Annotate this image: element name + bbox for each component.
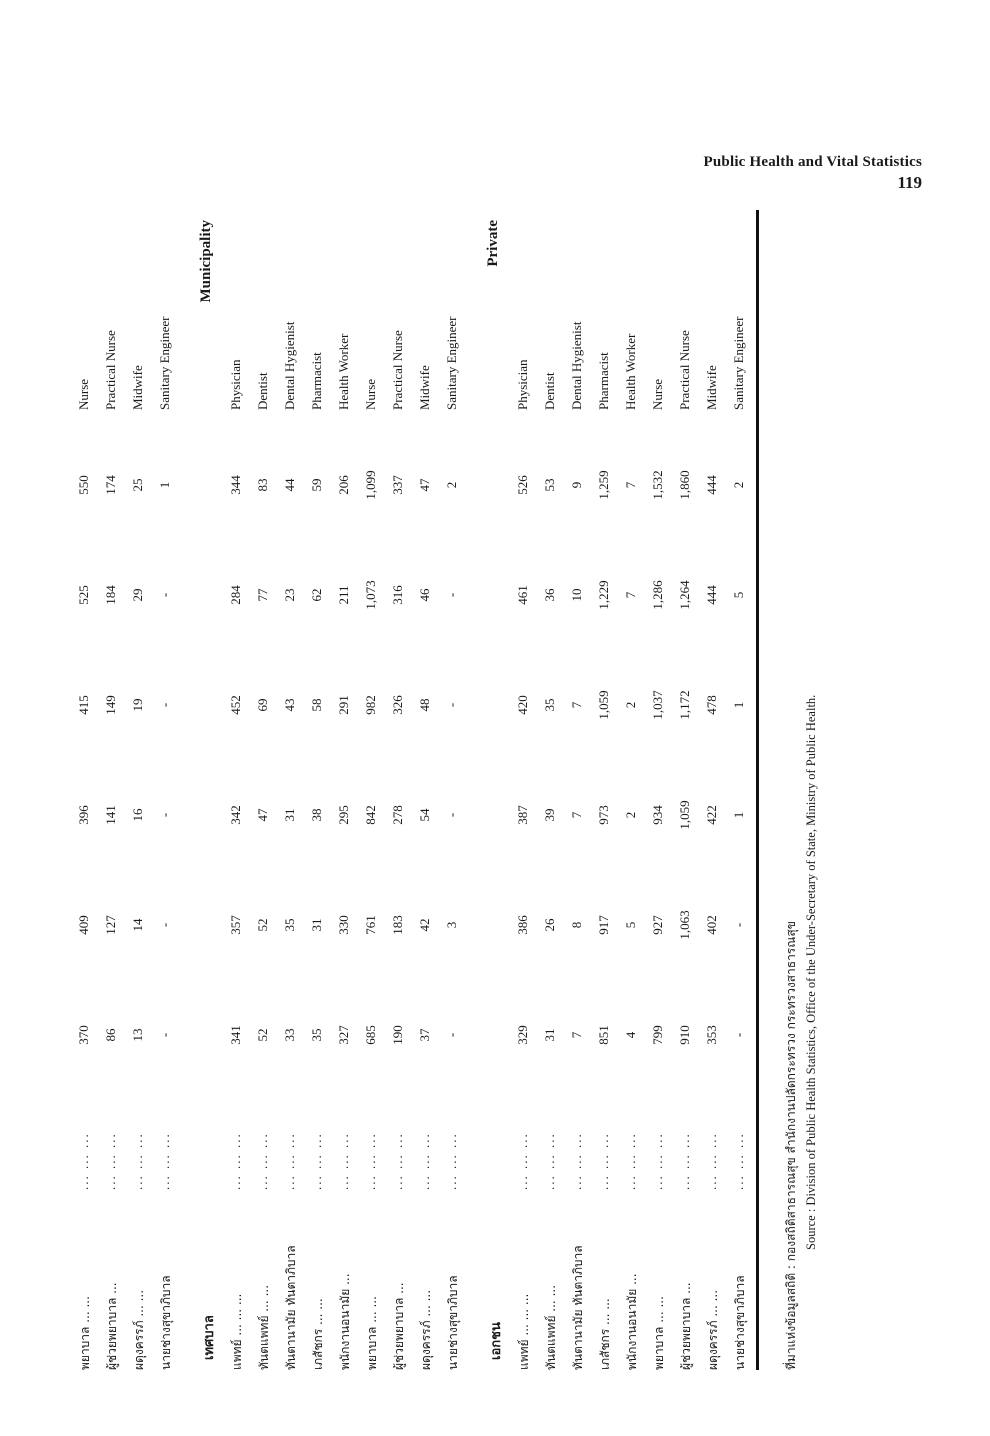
row-label-english: Nurse xyxy=(76,378,91,410)
table-cell: 19 xyxy=(130,698,145,712)
leader-dots: ... ... ... xyxy=(228,1132,243,1190)
leader-dots: ... ... ... xyxy=(76,1132,91,1190)
leader-dots: ... ... ... xyxy=(596,1132,611,1190)
row-label-english: Health Worker xyxy=(336,333,351,410)
table-row xyxy=(569,210,591,1370)
table-cell: 337 xyxy=(390,475,405,495)
table-cell: 344 xyxy=(228,475,243,495)
table-cell: 1,172 xyxy=(677,690,692,720)
leader-dots: ... ... ... xyxy=(103,1132,118,1190)
table-row xyxy=(228,210,250,1370)
leader-dots: ... ... ... xyxy=(130,1132,145,1190)
table-cell: 26 xyxy=(542,918,557,932)
table-cell: 184 xyxy=(103,585,118,605)
table-cell: 33 xyxy=(282,1028,297,1042)
table-cell: 42 xyxy=(417,918,432,932)
table-cell: 183 xyxy=(390,915,405,935)
row-label-english: Sanitary Engineer xyxy=(157,316,172,410)
leader-dots: ... ... ... xyxy=(309,1132,324,1190)
section-heading-english: Private xyxy=(485,220,501,267)
table-cell: 52 xyxy=(255,918,270,932)
table-cell: 329 xyxy=(515,1025,530,1045)
table-cell: 973 xyxy=(596,805,611,825)
row-label-thai: ผดุงครรภ์ ... ... xyxy=(706,1289,720,1370)
table-cell: - xyxy=(157,1032,172,1038)
row-label-thai: ทันตานามัย ทันตาภิบาล xyxy=(284,1245,298,1370)
leader-dots: ... ... ... xyxy=(677,1132,692,1190)
table-cell: 59 xyxy=(309,478,324,492)
row-label-thai: พยาบาล ... ... xyxy=(365,1296,379,1370)
section-heading-english: Municipality xyxy=(198,220,214,303)
leader-dots: ... ... ... xyxy=(255,1132,270,1190)
table-cell: 36 xyxy=(542,588,557,602)
section-heading-thai: เอกชน xyxy=(489,1322,504,1360)
row-label-thai: เภสัชกร ... ... xyxy=(598,1298,612,1370)
row-label-english: Pharmacist xyxy=(596,352,611,410)
table-row xyxy=(677,210,699,1370)
table-row xyxy=(704,210,726,1370)
row-label-thai: ผดุงครรภ์ ... ... xyxy=(132,1289,146,1370)
table-cell: 927 xyxy=(650,915,665,935)
table-row xyxy=(650,210,672,1370)
table-cell: - xyxy=(157,702,172,708)
table-cell: 326 xyxy=(390,695,405,715)
table-row xyxy=(309,210,331,1370)
table-cell: 526 xyxy=(515,475,530,495)
row-label-english: Sanitary Engineer xyxy=(731,316,746,410)
table-row xyxy=(542,210,564,1370)
table-cell: 31 xyxy=(282,808,297,822)
table-cell: 46 xyxy=(417,588,432,602)
table-cell: 1,860 xyxy=(677,470,692,500)
table-cell: 342 xyxy=(228,805,243,825)
table-cell: 206 xyxy=(336,475,351,495)
table-row xyxy=(157,210,179,1370)
leader-dots: ... ... ... xyxy=(157,1132,172,1190)
row-label-english: Midwife xyxy=(130,365,145,410)
table-cell: 284 xyxy=(228,585,243,605)
row-label-thai: นายช่างสุขาภิบาล xyxy=(733,1275,747,1370)
table-cell: 83 xyxy=(255,478,270,492)
table-row xyxy=(390,210,412,1370)
table-cell: 58 xyxy=(309,698,324,712)
row-label-thai: ทันตแพทย์ ... ... xyxy=(544,1284,558,1370)
table-row xyxy=(417,210,439,1370)
rotated-table xyxy=(70,210,818,1370)
table-cell: 278 xyxy=(390,805,405,825)
table-cell: 409 xyxy=(76,915,91,935)
table-cell: 550 xyxy=(76,475,91,495)
table-row xyxy=(336,210,358,1370)
table-row xyxy=(731,210,753,1370)
table-cell: 396 xyxy=(76,805,91,825)
table-cell: 211 xyxy=(336,585,351,605)
table-cell: 910 xyxy=(677,1025,692,1045)
table-cell: 415 xyxy=(76,695,91,715)
leader-dots: ... ... ... xyxy=(515,1132,530,1190)
table-cell: 444 xyxy=(704,585,719,605)
row-label-thai: พยาบาล ... ... xyxy=(652,1296,666,1370)
table-cell: 149 xyxy=(103,695,118,715)
table-cell: 327 xyxy=(336,1025,351,1045)
table-cell: 52 xyxy=(255,1028,270,1042)
table-cell: 1,229 xyxy=(596,580,611,610)
table-cell: 917 xyxy=(596,915,611,935)
table-cell: 7 xyxy=(569,701,584,709)
section-heading xyxy=(485,210,505,1370)
table-cell: 330 xyxy=(336,915,351,935)
table-cell: 1,059 xyxy=(596,690,611,720)
leader-dots: ... ... ... xyxy=(282,1132,297,1190)
leader-dots: ... ... ... xyxy=(390,1132,405,1190)
leader-dots: ... ... ... xyxy=(336,1132,351,1190)
leader-dots: ... ... ... xyxy=(417,1132,432,1190)
table-cell: 3 xyxy=(444,921,459,929)
table-cell: 4 xyxy=(623,1031,638,1039)
table-cell: 35 xyxy=(309,1028,324,1042)
running-title: Public Health and Vital Statistics xyxy=(703,154,922,170)
table-cell: 8 xyxy=(569,921,584,929)
row-label-thai: แพทย์ ... ... ... xyxy=(517,1293,531,1370)
table-cell: - xyxy=(731,922,746,928)
table-cell: - xyxy=(444,702,459,708)
table-cell: 1,286 xyxy=(650,580,665,610)
table-row xyxy=(76,210,98,1370)
table-cell: 16 xyxy=(130,808,145,822)
table-row xyxy=(282,210,304,1370)
row-label-thai: นายช่างสุขาภิบาล xyxy=(159,1275,173,1370)
table-cell: 761 xyxy=(363,915,378,935)
table-row xyxy=(444,210,466,1370)
table-cell: 1,073 xyxy=(363,580,378,610)
table-bottom-rule xyxy=(756,210,759,1370)
table-cell: 48 xyxy=(417,698,432,712)
table-cell: 842 xyxy=(363,805,378,825)
table-row xyxy=(515,210,537,1370)
leader-dots: ... ... ... xyxy=(542,1132,557,1190)
table-cell: 31 xyxy=(542,1028,557,1042)
table-cell: - xyxy=(157,922,172,928)
table-cell: - xyxy=(157,812,172,818)
table-cell: 357 xyxy=(228,915,243,935)
table-cell: 38 xyxy=(309,808,324,822)
table-row xyxy=(255,210,277,1370)
row-label-english: Practical Nurse xyxy=(677,330,692,410)
table-cell: - xyxy=(731,1032,746,1038)
table-cell: 1,059 xyxy=(677,800,692,830)
table-cell: - xyxy=(444,592,459,598)
table-cell: 685 xyxy=(363,1025,378,1045)
table-cell: 10 xyxy=(569,588,584,602)
row-label-english: Dentist xyxy=(255,372,270,410)
table-cell: 9 xyxy=(569,481,584,489)
table-cell: 291 xyxy=(336,695,351,715)
row-label-english: Dental Hygienist xyxy=(282,321,297,410)
source-note-english: Source : Division of Public Health Statistics, Office of the Under-Secretary of State, Ministry of Public Health. xyxy=(804,694,818,1250)
table-cell: 43 xyxy=(282,698,297,712)
page-number: 119 xyxy=(897,173,922,192)
table-cell: 54 xyxy=(417,808,432,822)
table-row xyxy=(130,210,152,1370)
row-label-english: Nurse xyxy=(363,378,378,410)
table-cell: 77 xyxy=(255,588,270,602)
table-cell: 370 xyxy=(76,1025,91,1045)
table-cell: 35 xyxy=(542,698,557,712)
table-cell: 31 xyxy=(309,918,324,932)
table-cell: 35 xyxy=(282,918,297,932)
table-cell: 851 xyxy=(596,1025,611,1045)
source-note-thai: ที่มาแห่งข้อมูลสถิติ : กองสถิติสาธารณสุข สำนักงานปลัดกระทรวง กระทรวงสาธารณสุข xyxy=(784,921,798,1370)
row-label-english: Dentist xyxy=(542,372,557,410)
row-label-english: Nurse xyxy=(650,378,665,410)
row-label-thai: พนักงานอนามัย ... xyxy=(625,1273,639,1370)
row-label-thai: พนักงานอนามัย ... xyxy=(338,1273,352,1370)
row-label-thai: ผู้ช่วยพยาบาล ... xyxy=(105,1282,119,1370)
table-cell: 69 xyxy=(255,698,270,712)
table-cell: - xyxy=(444,1032,459,1038)
table-cell: 7 xyxy=(623,591,638,599)
section-heading xyxy=(198,210,218,1370)
row-label-thai: แพทย์ ... ... ... xyxy=(230,1293,244,1370)
table-cell: 2 xyxy=(623,701,638,709)
table-cell: 1,259 xyxy=(596,470,611,500)
table-row xyxy=(363,210,385,1370)
table-cell: 86 xyxy=(103,1028,118,1042)
table-cell: 402 xyxy=(704,915,719,935)
leader-dots: ... ... ... xyxy=(569,1132,584,1190)
table-cell: 452 xyxy=(228,695,243,715)
table-cell: 799 xyxy=(650,1025,665,1045)
table-cell: 1 xyxy=(731,701,746,709)
row-label-english: Health Worker xyxy=(623,333,638,410)
table-cell: 47 xyxy=(417,478,432,492)
row-label-english: Pharmacist xyxy=(309,352,324,410)
table-cell: 386 xyxy=(515,915,530,935)
table-cell: 53 xyxy=(542,478,557,492)
table-cell: 2 xyxy=(623,811,638,819)
table-cell: 316 xyxy=(390,585,405,605)
table-cell: 420 xyxy=(515,695,530,715)
table-cell: 7 xyxy=(623,481,638,489)
table-cell: 525 xyxy=(76,585,91,605)
table-cell: 7 xyxy=(569,811,584,819)
table-cell: 5 xyxy=(731,591,746,599)
table-row xyxy=(596,210,618,1370)
leader-dots: ... ... ... xyxy=(623,1132,638,1190)
leader-dots: ... ... ... xyxy=(704,1132,719,1190)
row-label-english: Midwife xyxy=(704,365,719,410)
row-label-english: Physician xyxy=(515,359,530,410)
leader-dots: ... ... ... xyxy=(731,1132,746,1190)
row-label-english: Physician xyxy=(228,359,243,410)
table-cell: 1,037 xyxy=(650,690,665,720)
table-cell: 37 xyxy=(417,1028,432,1042)
table-cell: 141 xyxy=(103,805,118,825)
table-cell: 1 xyxy=(731,811,746,819)
table-cell: 13 xyxy=(130,1028,145,1042)
table-cell: 47 xyxy=(255,808,270,822)
table-cell: 127 xyxy=(103,915,118,935)
row-label-english: Practical Nurse xyxy=(103,330,118,410)
table-row xyxy=(623,210,645,1370)
table-cell: 1,264 xyxy=(677,580,692,610)
table-cell: 422 xyxy=(704,805,719,825)
table-cell: - xyxy=(157,592,172,598)
table-cell: 7 xyxy=(569,1031,584,1039)
table-cell: 934 xyxy=(650,805,665,825)
table-row xyxy=(103,210,125,1370)
section-heading-thai: เทศบาล xyxy=(202,1315,217,1360)
row-label-thai: นายช่างสุขาภิบาล xyxy=(446,1275,460,1370)
table-cell: 478 xyxy=(704,695,719,715)
table-cell: - xyxy=(444,812,459,818)
table-cell: 14 xyxy=(130,918,145,932)
table-cell: 2 xyxy=(731,481,746,489)
row-label-english: Practical Nurse xyxy=(390,330,405,410)
table-cell: 387 xyxy=(515,805,530,825)
table-cell: 62 xyxy=(309,588,324,602)
table-cell: 982 xyxy=(363,695,378,715)
row-label-thai: ผู้ช่วยพยาบาล ... xyxy=(679,1282,693,1370)
leader-dots: ... ... ... xyxy=(363,1132,378,1190)
table-cell: 29 xyxy=(130,588,145,602)
row-label-english: Dental Hygienist xyxy=(569,321,584,410)
table-cell: 5 xyxy=(623,921,638,929)
table-cell: 444 xyxy=(704,475,719,495)
table-cell: 353 xyxy=(704,1025,719,1045)
table-cell: 1,532 xyxy=(650,470,665,500)
table-cell: 44 xyxy=(282,478,297,492)
table-cell: 174 xyxy=(103,475,118,495)
table-cell: 341 xyxy=(228,1025,243,1045)
table-cell: 295 xyxy=(336,805,351,825)
table-cell: 2 xyxy=(444,481,459,489)
table-cell: 23 xyxy=(282,588,297,602)
leader-dots: ... ... ... xyxy=(444,1132,459,1190)
table-cell: 39 xyxy=(542,808,557,822)
row-label-thai: ทันตานามัย ทันตาภิบาล xyxy=(571,1245,585,1370)
table-cell: 1,063 xyxy=(677,910,692,940)
row-label-thai: ผดุงครรภ์ ... ... xyxy=(419,1289,433,1370)
row-label-thai: ผู้ช่วยพยาบาล ... xyxy=(392,1282,406,1370)
table-cell: 1 xyxy=(157,481,172,489)
table-cell: 25 xyxy=(130,478,145,492)
leader-dots: ... ... ... xyxy=(650,1132,665,1190)
table-cell: 190 xyxy=(390,1025,405,1045)
row-label-thai: ทันตแพทย์ ... ... xyxy=(257,1284,271,1370)
row-label-thai: พยาบาล ... ... xyxy=(78,1296,92,1370)
row-label-english: Midwife xyxy=(417,365,432,410)
row-label-thai: เภสัชกร ... ... xyxy=(311,1298,325,1370)
table-cell: 461 xyxy=(515,585,530,605)
table-cell: 1,099 xyxy=(363,470,378,500)
row-label-english: Sanitary Engineer xyxy=(444,316,459,410)
